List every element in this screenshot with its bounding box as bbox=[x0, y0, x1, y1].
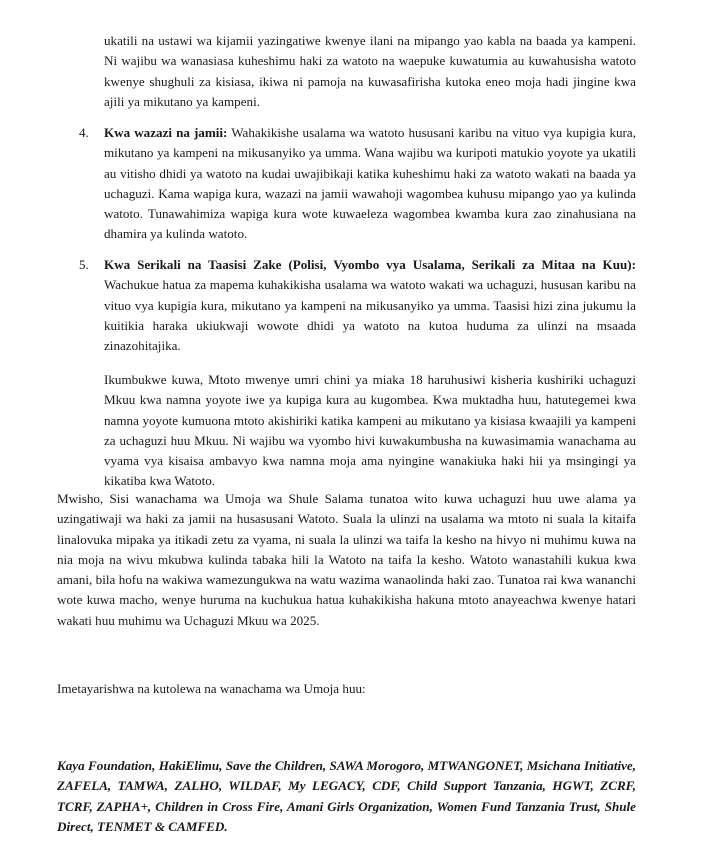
closing-paragraph: Mwisho, Sisi wanachama wa Umoja wa Shule Salama tunatoa wito kuwa uchaguzi huu uwe alama ya uzingatiwaji wa haki za jamii na husasusani Watoto. Suala la ulinzi na usalama wa mtoto ni suala la kitaifa linalovuka mipaka ya itikadi zetu za vyama, ni suala la ulinzi wa taifa la kesho na hivyo ni muhimu kuwa na nia moja na wivu mkubwa kulinda tabaka hili la Watoto na taifa la kesho. Watoto wanastahili kukua kwa amani, bila hofu na wakiwa wamezungukwa na watu wazima wanaolinda haki zao. Tunatoa rai kwa wananchi wote kuwa macho, wenye huruma na kuchukua hatua kuhakikisha hakuna mtoto anayeachwa kwenye hatari wakati huu muhimu wa Uchaguzi Mkuu wa 2025. bbox=[57, 491, 636, 628]
list-item-heading: Kwa Serikali na Taasisi Zake (Polisi, Vyombo vya Usalama, Serikali za Mitaa na Kuu): bbox=[104, 257, 636, 272]
intro-paragraph: ukatili na ustawi wa kijamii yazingatiwe kwenye ilani na mipango yao kabla na baada ya kampeni. Ni wajibu wa wanasiasa kuheshimu haki za watoto na waepuke kuwatumia au kuwahusisha watoto kwenye shughuli za kisiasa, ikiwa ni pamoja na kuwasafirisha kutoka eneo moja hadi jingine kwa ajili ya mikutano ya kampeni. bbox=[104, 33, 636, 109]
list-item-text: Wachukue hatua za mapema kuhakikisha usalama wa watoto wakati wa uchaguzi, hususan karibu na vituo vya kupigia kura, mikutano ya kampeni na mikusanyiko ya umma. Taasisi hizi zina jukumu la kuitikia haraka ukiukwaji wowote dhidi ya watoto na kutoa huduma za ulinzi na msaada zinazohitajika. bbox=[104, 277, 636, 354]
list-item-body bbox=[104, 123, 636, 245]
member-organizations: Kaya Foundation, HakiElimu, Save the Children, SAWA Morogoro, MTWANGONET, Msichana Initiative, ZAFELA, TAMWA, ZALHO, WILDAF, My LEGACY, CDF, Child Support Tanzania, HGWT, ZCRF, TCRF, ZAPHA+, Children in Cross Fire, Amani Girls Organization, Women Fund Tanzania Trust, Shule Direct, TENMET & CAMFED. bbox=[57, 758, 636, 834]
list-item-body bbox=[104, 255, 636, 356]
list-item-number: 4. bbox=[79, 125, 89, 140]
list-item-number: 5. bbox=[79, 257, 89, 272]
list-item-heading: Kwa wazazi na jamii: bbox=[104, 125, 228, 140]
list-item-text: Wahakikishe usalama wa watoto hususani karibu na vituo vya kupigia kura, mikutano ya kampeni na mikusanyiko ya umma. Wana wajibu wa kuripoti matukio yoyote ya ukatili au vitisho dhidi ya watoto na kudai uwajibikaji katika kuheshimu haki za watoto wakati na baada ya uchaguzi. Kama wapiga kura, wazazi na jamii wawahoji wagombea kuhusu mipango yao ya kulinda watoto. Tunawahimiza wapiga kura wote kuwaeleza wagombea kwamba kura zao zinahusiana na dhamira ya kulinda watoto. bbox=[104, 125, 636, 242]
note-paragraph: Ikumbukwe kuwa, Mtoto mwenye umri chini ya miaka 18 haruhusiwi kisheria kushiriki uchaguzi Mkuu kwa namna yoyote iwe ya kupiga kura au kugombea. Kwa muktadha huu, hatutegemei kwa namna yoyote kumuona mtoto akishiriki katika kampeni au mikutano ya kisiasa kwaajili ya kampeni za uchaguzi huu Mkuu. Ni wajibu wa vyombo hivi kuwakumbusha na kuwasimamia wanachama au vyama vya kisaisa ambavyo kwa namna moja ama nyingine wanakiuka haki hii ya msingingi ya kikatiba kwa Watoto. bbox=[104, 372, 636, 489]
prepared-by-line: Imetayarishwa na kutolewa na wanachama wa Umoja huu: bbox=[57, 681, 366, 696]
